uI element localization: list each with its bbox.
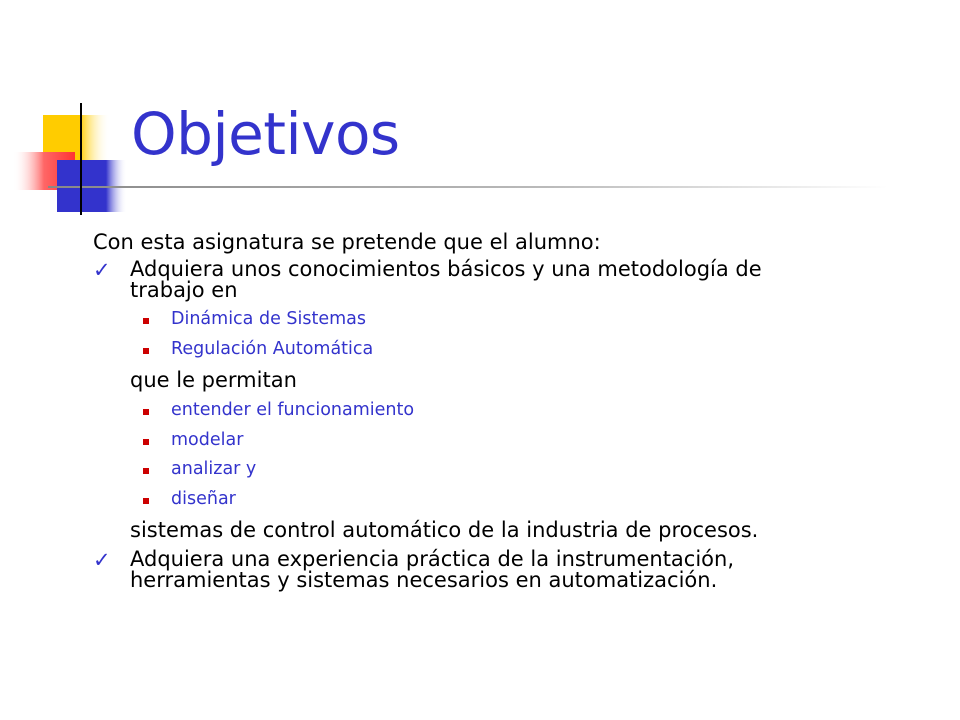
square-bullet-icon <box>143 468 149 474</box>
square-bullet-icon <box>143 439 149 445</box>
connector-text-2: sistemas de control automático de la industria de procesos. <box>130 518 759 542</box>
objective-1-line-1: Adquiera unos conocimientos básicos y una metodología de <box>130 257 762 281</box>
objective-2-line-2: herramientas y sistemas necesarios en automatización. <box>130 568 718 592</box>
checkmark-icon: ✓ <box>93 548 111 572</box>
checkmark-icon: ✓ <box>93 258 111 282</box>
list-item: entender el funcionamiento <box>143 396 923 426</box>
objective-1-line-2: trabajo en <box>130 278 238 302</box>
objective-2 <box>93 549 923 591</box>
square-bullet-icon <box>143 348 149 354</box>
list-item: modelar <box>143 426 923 456</box>
slide-title: Objetivos <box>131 100 400 168</box>
sub-list-1 <box>93 305 923 364</box>
intro-text: Con esta asignatura se pretende que el alumno: <box>93 230 601 254</box>
square-bullet-icon <box>143 409 149 415</box>
list-item: Dinámica de Sistemas <box>143 305 923 335</box>
deco-horizontal-line <box>48 186 888 188</box>
list-item: analizar y <box>143 455 923 485</box>
objective-2-line-1: Adquiera una experiencia práctica de la instrumentación, <box>130 547 735 571</box>
list-item: diseñar <box>143 485 923 515</box>
square-bullet-icon <box>143 318 149 324</box>
list-item: Regulación Automática <box>143 335 923 365</box>
connector-text-1: que le permitan <box>130 368 297 392</box>
slide-content <box>93 229 923 595</box>
deco-vertical-line <box>80 103 82 215</box>
square-bullet-icon <box>143 498 149 504</box>
objective-1 <box>93 259 923 301</box>
sub-list-2 <box>93 396 923 514</box>
